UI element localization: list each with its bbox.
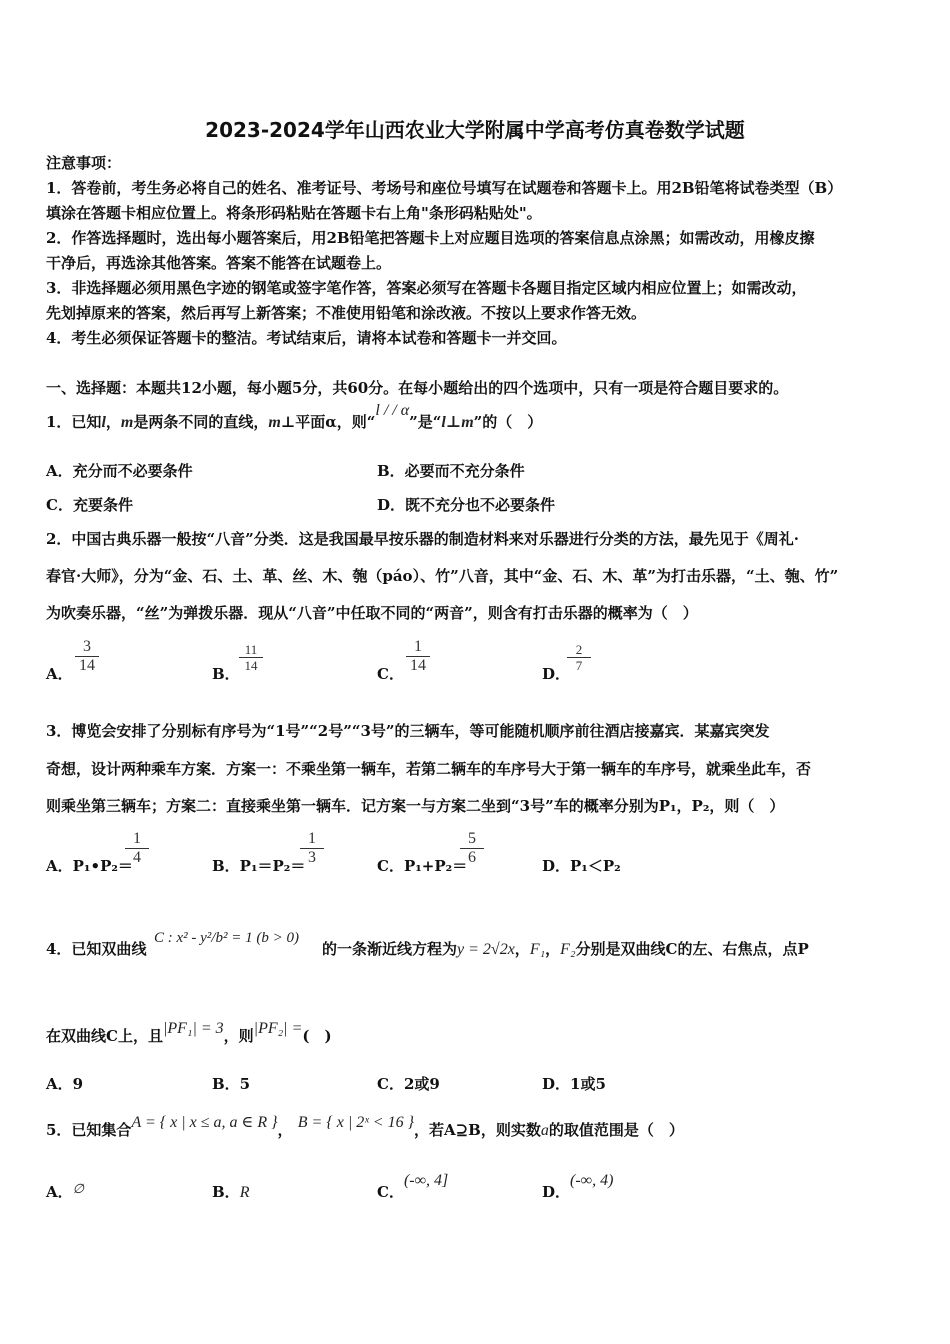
q4-option-d[interactable]: D．1或5 (542, 1075, 606, 1093)
q3-option-c[interactable]: C．P₁+P₂＝ (377, 857, 468, 875)
q2-option-c[interactable]: C． (377, 665, 404, 683)
q2-option-d[interactable]: D． (542, 665, 571, 683)
q2-option-a[interactable]: A． (46, 665, 73, 683)
q3-option-d[interactable]: D．P₁＜P₂ (542, 857, 621, 875)
q5-option-b[interactable]: B．R (212, 1183, 250, 1201)
q3-option-b-fraction: $\frac{1}{3}$ (300, 830, 324, 867)
q3-option-b[interactable]: B．P₁＝P₂＝ (212, 857, 306, 875)
q3-option-c-fraction: $\frac{5}{6}$ (460, 830, 484, 867)
q4-option-a[interactable]: A．9 (46, 1075, 84, 1093)
section-heading: 一、选择题：本题共12小题，每小题5分，共60分。在每小题给出的四个选项中，只有一项是符合题目要求的。 (46, 379, 789, 397)
question-4-pre: 4．已知双曲线 (46, 940, 147, 958)
q5-set-a: A = { x | x ≤ a, a ∈ R } (131, 1114, 278, 1131)
notice-line: 1．答卷前，考生务必将自己的姓名、准考证号、考场号和座位号填写在试题卷和答题卡上。用2B铅笔将试卷类型（B） (46, 179, 843, 197)
notice-line: 3．非选择题必须用黑色字迹的钢笔或签字笔作答，答案必须写在答题卡各题目指定区域内相应位置上；如需改动， (46, 279, 807, 297)
q1-option-d[interactable]: D．既不充分也不必要条件 (377, 496, 556, 514)
q2-option-d-fraction: $\frac{2}{7}$ (567, 642, 591, 673)
notice-line: 先划掉原来的答案，然后再写上新答案；不准使用铅笔和涂改液。不按以上要求作答无效。 (46, 304, 647, 322)
q2-option-b[interactable]: B． (212, 665, 240, 683)
q5-option-d[interactable]: D．(-∞, 4) (542, 1172, 614, 1201)
question-2-line: 春官·大师》，分为“金、石、土、革、丝、木、匏（páo）、竹”八音，其中“金、石、木、革”为打击乐器，“土、匏、竹” (46, 567, 839, 585)
question-3-line: 奇想，设计两种乘车方案．方案一：不乘坐第一辆车，若第二辆车的车序号大于第一辆车的车序号，就乘坐此车，否 (46, 760, 812, 778)
q1-option-b[interactable]: B．必要而不充分条件 (377, 462, 525, 480)
q4-option-b[interactable]: B．5 (212, 1075, 251, 1093)
q3-option-a[interactable]: A．P₁•P₂＝ (46, 857, 133, 875)
q5-set-b: B = { x | 2ˣ < 16 } (297, 1114, 414, 1131)
q2-option-c-fraction: $\frac{1}{14}$ (406, 638, 430, 675)
exam-title: 2023-2024学年山西农业大学附属中学高考仿真卷数学试题 (205, 118, 745, 142)
question-2-line: 2．中国古典乐器一般按“八音”分类．这是我国最早按乐器的制造材料来对乐器进行分类的方法，最先见于《周礼· (46, 530, 799, 548)
notice-line: 2．作答选择题时，选出每小题答案后，用2B铅笔把答题卡上对应题目选项的答案信息点涂黑；如需改动，用橡皮擦 (46, 229, 815, 247)
notice-line: 干净后，再选涂其他答案。答案不能答在试题卷上。 (46, 254, 392, 272)
question-5-stem: 5．已知集合A = { x | x ≤ a, a ∈ R }， B = { x | 2ˣ < 16 }，若A⊇B，则实数a的取值范围是（ ） (46, 1114, 684, 1139)
q2-option-b-fraction: $\frac{11}{14}$ (239, 642, 263, 673)
q5-option-a[interactable]: A．∅ (46, 1181, 84, 1201)
question-4-mid: 的一条渐近线方程为y = 2√2x，F₁，F₂分别是双曲线C的左、右焦点，点P (322, 940, 809, 958)
question-1-stem: 1．已知l，m是两条不同的直线，m⊥平面α，则“l / / α”是“l⊥m”的（ ） (46, 402, 543, 431)
question-3-line: 3．博览会安排了分别标有序号为“1号”“2号”“3号”的三辆车，等可能随机顺序前往酒店接嘉宾．某嘉宾突发 (46, 722, 770, 740)
q1-option-a[interactable]: A．充分而不必要条件 (46, 462, 193, 480)
q3-option-a-fraction: $\frac{1}{4}$ (125, 830, 149, 867)
q2-option-a-fraction: $\frac{3}{14}$ (75, 638, 99, 675)
q5-option-c[interactable]: C．(-∞, 4] (377, 1172, 449, 1201)
q4-asymptote: y = 2√2x (457, 941, 515, 958)
question-4-line2: 在双曲线C上，且|PF₁| = 3，则|PF₂| =( ) (46, 1020, 332, 1045)
notice-line: 填涂在答题卡相应位置上。将条形码粘贴在答题卡右上角"条形码粘贴处"。 (46, 204, 542, 222)
q1-formula: l / / α (375, 402, 410, 419)
q1-option-c[interactable]: C．充要条件 (46, 496, 133, 514)
q4-curve-formula: C : x² - y²/b² = 1 (b > 0) (154, 930, 299, 946)
question-2-line: 为吹奏乐器，“丝”为弹拨乐器．现从“八音”中任取不同的“两音”，则含有打击乐器的概率为（ ） (46, 604, 698, 622)
notice-heading: 注意事项： (46, 154, 122, 172)
question-3-line: 则乘坐第三辆车；方案二：直接乘坐第一辆车．记方案一与方案二坐到“3号”车的概率分别为P₁，P₂，则（ ） (46, 797, 785, 815)
notice-line: 4．考生必须保证答题卡的整洁。考试结束后，请将本试卷和答题卡一并交回。 (46, 329, 567, 347)
q4-option-c[interactable]: C．2或9 (377, 1075, 440, 1093)
